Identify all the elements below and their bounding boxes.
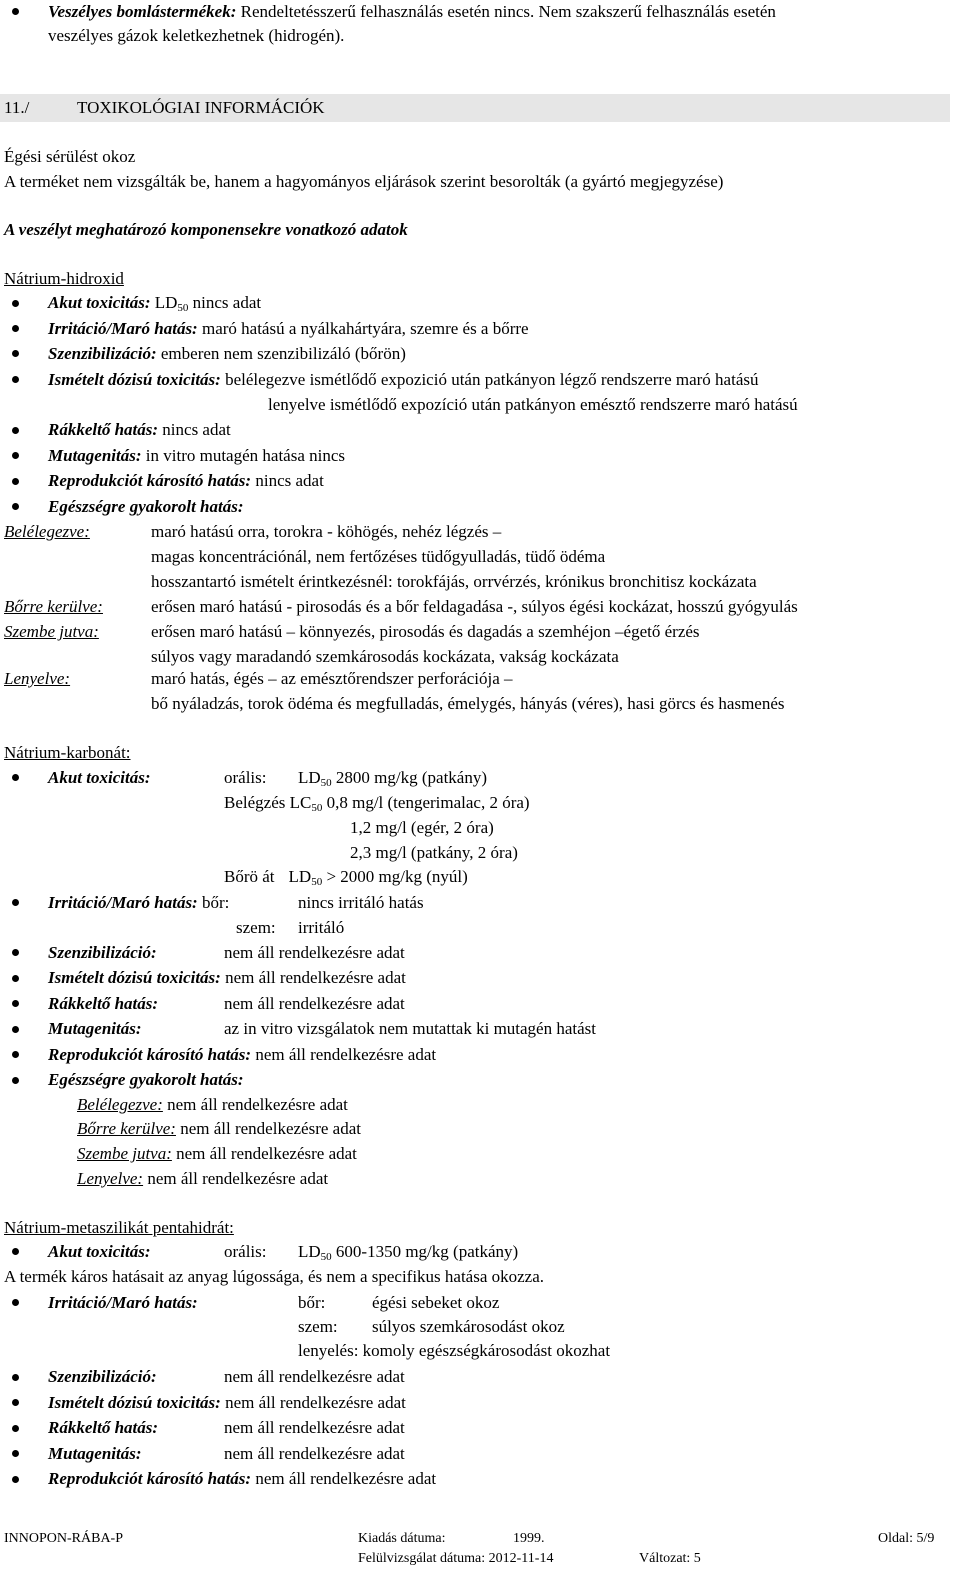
footer-company: INNOPON-RÁBA-P <box>4 1531 124 1546</box>
bullet <box>12 1077 19 1084</box>
bullet <box>12 300 19 307</box>
irritation-value: súlyos szemkárosodást okoz <box>372 1317 565 1336</box>
value: nem áll rendelkezésre adat <box>224 943 405 962</box>
irritation-value: égési sebeket okoz <box>372 1293 500 1312</box>
exposure-line: Szembe jutva: nem áll rendelkezésre adat <box>77 1144 357 1163</box>
bullet <box>12 452 19 459</box>
inhalation-value: 2,3 mg/l (patkány, 2 óra) <box>350 843 518 862</box>
bullet <box>12 1476 19 1483</box>
acute-label: Akut toxicitás: <box>48 768 151 787</box>
bullet <box>12 899 19 906</box>
oral-label: orális: <box>224 1242 267 1261</box>
bullet <box>12 1399 19 1406</box>
value: nem áll rendelkezésre adat <box>224 1418 405 1437</box>
section-number: 11./ <box>4 98 30 117</box>
intro-line-2: A terméket nem vizsgálták be, hanem a hagyományos eljárások szerint besorolták (a gyártó megjegyzése) <box>4 172 724 191</box>
exposure-text: maró hatás, égés – az emésztőrendszer perforációja – <box>151 669 513 688</box>
naoh-acute: Akut toxicitás: $LD_{50}$ nincs adat <box>48 293 262 314</box>
bullet <box>12 1026 19 1033</box>
irritation-label: bőr: <box>298 1293 326 1312</box>
section-title: TOXIKOLÓGIAI INFORMÁCIÓK <box>77 98 325 117</box>
exposure-line: Lenyelve: nem áll rendelkezésre adat <box>77 1169 329 1188</box>
exposure-text: erősen maró hatású - pirosodás és a bőr feldagadása -, súlyos égési kockázat, hosszú gyógyulás <box>151 597 798 616</box>
repeated-dose-line: Ismételt dózisú toxicitás: nem áll rendelkezésre adat <box>48 1393 406 1412</box>
bullet <box>12 427 19 434</box>
naoh-health-effects: Egészségre gyakorolt hatás: <box>48 497 244 516</box>
irritation-value: irritáló <box>298 918 345 937</box>
footer-version: Változat: 5 <box>639 1551 701 1566</box>
exposure-text: maró hatású orra, torokra - köhögés, nehéz légzés – <box>151 522 502 541</box>
bullet <box>12 1299 19 1306</box>
exposure-label: Lenyelve: <box>4 669 71 688</box>
bullet <box>12 1051 19 1058</box>
bullet <box>12 8 19 15</box>
label: Szenzibilizáció: <box>48 1367 157 1386</box>
exposure-text: hosszantartó ismételt érintkezésnél: torokfájás, orrvérzés, krónikus bronchitisz kockázata <box>151 572 757 591</box>
naoh-reproductive: Reprodukciót károsító hatás: nincs adat <box>48 471 324 490</box>
exposure-line: Belélegezve: nem áll rendelkezésre adat <box>77 1095 348 1114</box>
bullet <box>12 1000 19 1007</box>
naoh-sensitization: Szenzibilizáció: emberen nem szenzibilizáló (bőrön) <box>48 344 406 363</box>
irritation-label: szem: <box>236 918 276 937</box>
dermal-value: Bőrö át $LD_{50} > 2000$ mg/kg (nyúl) <box>224 867 468 888</box>
value: nem áll rendelkezésre adat <box>224 1367 405 1386</box>
label: Rákkeltő hatás: <box>48 994 159 1013</box>
bullet <box>12 1248 19 1255</box>
naoh-irritation: Irritáció/Maró hatás: maró hatású a nyálkahártyára, szemre és a bőrre <box>48 319 529 338</box>
bullet <box>12 376 19 383</box>
note: A termék káros hatásait az anyag lúgossága, és nem a specifikus hatása okozza. <box>4 1267 545 1286</box>
decomposition-line-2: veszélyes gázok keletkezhetnek (hidrogén). <box>48 26 345 45</box>
footer-issue-label: Kiadás dátuma: <box>358 1531 446 1546</box>
exposure-line: Bőrre kerülve: nem áll rendelkezésre adat <box>77 1119 361 1138</box>
label: Szenzibilizáció: <box>48 943 157 962</box>
components-heading: A veszélyt meghatározó komponensekre vonatkozó adatok <box>4 220 408 239</box>
naoh-carcinogenicity: Rákkeltő hatás: nincs adat <box>48 420 231 439</box>
decomposition-line-1: Veszélyes bomlástermékek: Rendeltetésszerű felhasználás esetén nincs. Nem szakszerű felhasználás esetén <box>48 2 776 21</box>
naoh-repeated-dose: Ismételt dózisú toxicitás: belélegezve ismétlődő expozició után patkányon légző rendszerre maró hatású <box>48 370 759 389</box>
reproductive-line: Reprodukciót károsító hatás: nem áll rendelkezésre adat <box>48 1469 437 1488</box>
exposure-label: Bőrre kerülve: <box>4 597 103 616</box>
label: Mutagenitás: <box>48 1019 142 1038</box>
intro-line-1: Égési sérülést okoz <box>4 147 136 166</box>
bullet <box>12 1374 19 1381</box>
exposure-text: bő nyáladzás, torok ödéma és megfulladás, émelygés, hányás (véres), hasi görcs és hasmenés <box>151 694 785 713</box>
bullet <box>12 478 19 485</box>
irritation-label: szem: <box>298 1317 338 1336</box>
oral-value: $LD_{50}$ 600-1350 mg/kg (patkány) <box>298 1242 519 1263</box>
bullet <box>12 325 19 332</box>
bullet <box>12 1425 19 1432</box>
value: nem áll rendelkezésre adat <box>224 994 405 1013</box>
bullet <box>12 949 19 956</box>
label: Rákkeltő hatás: <box>48 1418 159 1437</box>
naoh-repeated-dose-2: lenyelve ismétlődő expozíció után patkányon emésztő rendszerre maró hatású <box>268 395 798 414</box>
bullet <box>12 1450 19 1457</box>
reproductive-line: Reprodukciót károsító hatás: nem áll rendelkezésre adat <box>48 1045 437 1064</box>
inhalation-value: Belégzés $LC_{50}$ 0,8 mg/l (tengerimalac, 2 óra) <box>224 793 530 814</box>
value: nem áll rendelkezésre adat <box>224 1444 405 1463</box>
bullet <box>12 774 19 781</box>
value: az in vitro vizsgálatok nem mutattak ki mutagén hatást <box>224 1019 597 1038</box>
footer-issue-value: 1999. <box>513 1531 545 1546</box>
substance-name: Nátrium-metaszilikát pentahidrát: <box>4 1218 234 1237</box>
naoh-mutagenicity: Mutagenitás: in vitro mutagén hatása nincs <box>48 446 346 465</box>
irritation-value: nincs irritáló hatás <box>298 893 424 912</box>
exposure-label: Belélegezve: <box>4 522 90 541</box>
exposure-label: Szembe jutva: <box>4 622 99 641</box>
repeated-dose-line: Ismételt dózisú toxicitás: nem áll rendelkezésre adat <box>48 968 406 987</box>
exposure-text: súlyos vagy maradandó szemkárosodás kockázata, vakság kockázata <box>151 647 619 666</box>
bullet <box>12 975 19 982</box>
oral-label: orális: <box>224 768 267 787</box>
inhalation-value: 1,2 mg/l (egér, 2 óra) <box>350 818 494 837</box>
substance-name: Nátrium-karbonát: <box>4 743 131 762</box>
acute-label: Akut toxicitás: <box>48 1242 151 1261</box>
footer-revision-date: Felülvizsgálat dátuma: 2012-11-14 <box>358 1551 554 1566</box>
bullet <box>12 503 19 510</box>
oral-value: $LD_{50}$ 2800 mg/kg (patkány) <box>298 768 488 789</box>
health-effects-label: Egészségre gyakorolt hatás: <box>48 1070 244 1089</box>
irritation-line: Irritáció/Maró hatás: bőr: <box>48 893 230 912</box>
footer-page: Oldal: 5/9 <box>878 1531 935 1546</box>
label: Mutagenitás: <box>48 1444 142 1463</box>
substance-name: Nátrium-hidroxid <box>4 269 124 288</box>
bullet <box>12 350 19 357</box>
label: Irritáció/Maró hatás: <box>48 1293 198 1312</box>
irritation-line: lenyelés: komoly egészségkárosodást okozhat <box>298 1341 611 1360</box>
exposure-text: erősen maró hatású – könnyezés, pirosodás és dagadás a szemhéjon –égető érzés <box>151 622 700 641</box>
exposure-text: magas koncentrációnál, nem fertőzéses tüdőgyulladás, tüdő ödéma <box>151 547 606 566</box>
